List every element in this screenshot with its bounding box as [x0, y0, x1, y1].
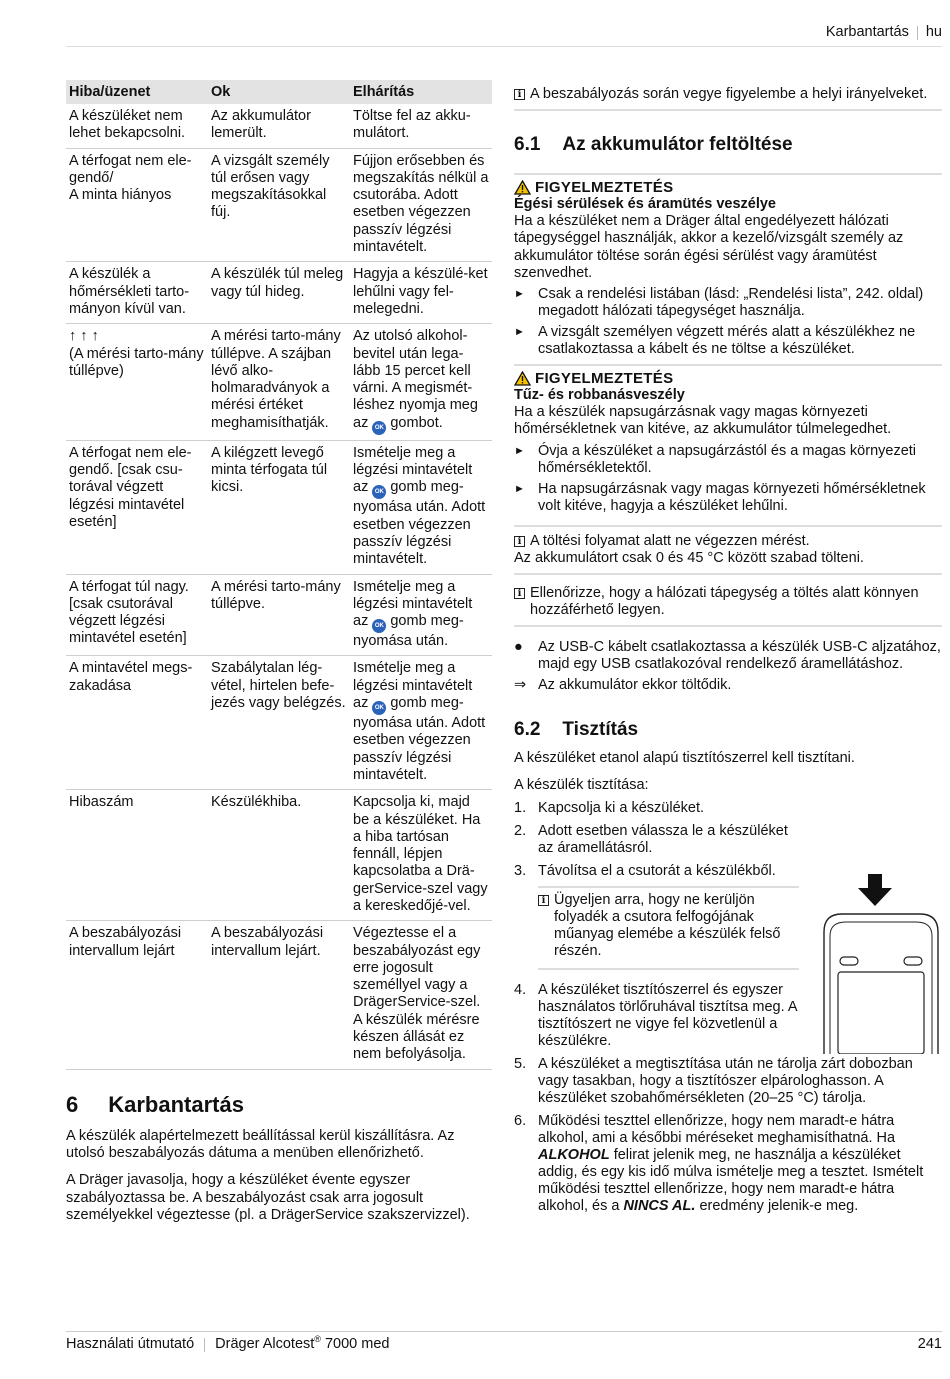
ok-button-icon: OK: [372, 421, 386, 435]
remedy-cell: Végeztesse el a beszabályozást egy erre jogosult személlyel vagy a DrägerService-szel. A készülék mérésre készen állását ez nem befolyásolja.: [350, 921, 492, 1069]
warning-title-text: FIGYELMEZTETÉS: [535, 179, 674, 196]
table-row: [66, 262, 492, 324]
note-charging: [514, 525, 942, 550]
info-icon: i: [514, 536, 525, 547]
page-footer: [66, 1336, 942, 1353]
step-3: 3. Távolítsa el a csutorát a készülékből.: [514, 863, 776, 880]
warning-triangle-icon: [514, 180, 531, 195]
cause-cell: A kilégzett levegő minta térfogata túl kicsi.: [208, 440, 350, 574]
section-6-1-title: Az akkumulátor feltöltése: [562, 134, 793, 155]
step-1: 1. Kapcsolja ki a készüléket.: [514, 800, 705, 817]
section-6-1-number: 6.1: [514, 134, 541, 155]
remedy-cell: Ismételje meg a légzési mintavételt az OK gomb meg-nyomása után. Adott esetben végezzen passzív légzési mintavételt.: [350, 440, 492, 574]
ok-button-icon: OK: [372, 701, 386, 715]
note-power-supply: [514, 585, 942, 619]
col-header-cause: Ok: [208, 80, 350, 104]
step-text: Távolítsa el a csutorát a készülékből.: [538, 863, 776, 880]
remedy-cell: Hagyja a készülé-ket lehűlni vagy fel-melegedni.: [350, 262, 492, 324]
cause-cell: A mérési tarto-mány túllépve.: [208, 574, 350, 656]
table-row: [66, 440, 492, 574]
warning-title: [514, 370, 942, 387]
warning-action-text: A vizsgált személyen végzett mérés alatt a készülékhez ne csatlakoztassa a kábelt és ne töltse a készüléket.: [538, 324, 916, 358]
section-6-2-heading: [514, 718, 942, 742]
remedy-cell: Kapcsolja ki, majd be a készüléket. Ha a hiba tartósan fennáll, lépjen kapcsolatba a Drä-gerService-szel vagy a kereskedőjé-vel.: [350, 790, 492, 921]
device-illustration: [816, 874, 946, 1054]
step-text: A készüléket a megtisztítása után ne tárolja zárt dobozban vagy tasakban, hogy a tisztítószer elpárologhasson. A készüléket szobahőmérsékleten (20–25 °C) tárolja.: [538, 1056, 913, 1107]
cause-cell: A beszabályozási intervallum lejárt.: [208, 921, 350, 1069]
header-section: Karbantartás: [825, 24, 909, 40]
table-row: [66, 656, 492, 790]
step-text: Kapcsolja ki a készüléket.: [538, 800, 705, 817]
section-6-paragraph-2: A Dräger javasolja, hogy a készüléket évente egyszer szabályoztassa be. A beszabályozást csak arra jogosult személyekkel végeztesse (pl. a DrägerService szakszervizzel).: [66, 1172, 470, 1223]
table-row: [66, 104, 492, 148]
remedy-cell: Ismételje meg a légzési mintavételt az OK gomb meg-nyomása után.: [350, 574, 492, 656]
error-table-header: [66, 80, 492, 104]
section-6-heading: [66, 1092, 492, 1118]
step-5: 5. A készüléket a megtisztítása után ne tárolja zárt dobozban vagy tasakban, hogy a tisztítószer elpárologhasson. A készüléket szobahőmérsékleten (20–25 °C) tárolja.: [514, 1056, 942, 1107]
arrow-right-icon: ►: [514, 288, 525, 301]
info-icon: i: [538, 895, 549, 906]
remedy-cell: Fújjon erősebben és megszakítás nélkül a csutorába. Adott esetben végezzen passzív légzési mintavételt.: [350, 148, 492, 262]
cleaning-steps-intro: A készülék tisztítása:: [514, 777, 649, 794]
right-column: [514, 86, 942, 1215]
cause-cell: Szabálytalan lég-vétel, hirtelen befe-jezés vagy belégzés.: [208, 656, 350, 790]
step-2: 2. Adott esetben válassza le a készüléket az áramellátásról.: [514, 823, 799, 857]
warning-action: [514, 324, 942, 358]
footer-rule: [66, 1331, 942, 1332]
note-power-supply-text: Ellenőrizze, hogy a hálózati tápegység a töltés alatt könnyen hozzáférhető legyen.: [530, 584, 919, 618]
table-row: [66, 921, 492, 1069]
warning-action-text: Csak a rendelési listában (lásd: „Rendelési lista”, 242. oldal) megadott hálózati tápegységet használja.: [538, 286, 924, 320]
footer-divider: [204, 1338, 205, 1352]
cause-cell: A készülék túl meleg vagy túl hideg.: [208, 262, 350, 324]
note-adjustment: [514, 86, 942, 111]
step-text: Adott esetben válassza le a készüléket az áramellátásról.: [538, 823, 788, 857]
arrow-right-icon: ►: [514, 444, 525, 457]
page-number: 241: [917, 1336, 942, 1352]
error-cell: A készüléket nem lehet bekapcsolni.: [66, 104, 208, 148]
warning-burns: [514, 173, 942, 358]
error-cell: A készülék a hőmérsékleti tarto-mányon kívül van.: [66, 262, 208, 324]
remedy-cell: Töltse fel az akku-mulátort.: [350, 104, 492, 148]
info-icon: i: [514, 588, 525, 599]
col-header-remedy: Elhárítás: [350, 80, 492, 104]
cause-cell: A vizsgált személy túl erősen vagy megszakításokkal fúj.: [208, 148, 350, 262]
error-cell: A térfogat túl nagy. [csak csutorával végzett légzési mintavétel esetén]: [66, 574, 208, 656]
arrow-right-icon: ►: [514, 326, 525, 339]
section-6-2-title: Tisztítás: [562, 718, 639, 740]
bullet-icon: ●: [514, 638, 523, 655]
warning-subtitle: Égési sérülések és áramütés veszélye: [514, 196, 776, 212]
cleaning-intro: A készüléket etanol alapú tisztítószerrel kell tisztítani.: [514, 749, 855, 766]
section-6-paragraph-1: A készülék alapértelmezett beállítással kerül kiszállításra. Az utolsó beszabályozás dátuma a menüben ellenőrizhető.: [66, 1127, 455, 1161]
error-table: [66, 80, 492, 1070]
warning-text: Ha a készülék napsugárzásnak vagy magas környezeti hőmérsékletnek van kitéve, az akkumulátor túlmelegedhet.: [514, 404, 892, 438]
step-4: 4. A készüléket tisztítószerrel és egyszer használatos törlőruhával tisztítsa meg. A tisztítószert ne vigye fel közvetlenül a készülékre.: [514, 982, 799, 1050]
note-mouthpiece: [538, 886, 799, 970]
warning-action-text: Óvja a készüléket a napsugárzástól és a magas környezeti hőmérsékletektől.: [538, 442, 917, 476]
cause-cell: Készülékhiba.: [208, 790, 350, 921]
section-6-2-number: 6.2: [514, 718, 541, 740]
ok-button-icon: OK: [372, 619, 386, 633]
error-cell: Hibaszám: [66, 790, 208, 921]
header-rule: [66, 46, 942, 47]
footer-product: Dräger Alcotest® 7000 med: [215, 1334, 390, 1352]
step-text: Működési teszttel ellenőrizze, hogy nem maradt-e hátra alkohol, ami a későbbi méréseket meghamisíthatná. Ha ALKOHOL felirat jelenik meg, ne használja a készüléket addig, és egy kis idő múlva ismételje meg a tesztet. Ismételt működési teszttel ellenőrizze, hogy nem maradt-e hátra alkohol, és a NINCS AL. eredmény jelenik-e meg.: [538, 1113, 924, 1215]
error-cell: A beszabályozási intervallum lejárt: [66, 921, 208, 1069]
warning-action: [514, 481, 942, 515]
warning-title: [514, 179, 942, 196]
table-row: [66, 324, 492, 440]
warning-text: Ha a készüléket nem a Dräger által engedélyezett hálózati tápegységgel használják, akkor a kezelő/vizsgált személy az akkumulátor töltése során égési sérülést vagy áramütést szenvedhet.: [514, 213, 904, 281]
arrow-right-icon: ►: [514, 482, 525, 495]
step-6: 6. Működési teszttel ellenőrizze, hogy nem maradt-e hátra alkohol, ami a későbbi méréseket meghamisíthatná. Ha ALKOHOL felirat jelenik meg, ne használja a készüléket addig, és egy kis idő múlva ismételje meg a tesztet. Ismételt működési teszttel ellenőrizze, hogy nem maradt-e hátra alkohol, és a NINCS AL. eredmény jelenik-e meg.: [514, 1113, 942, 1215]
section-6-number: 6: [66, 1091, 79, 1117]
warning-subtitle: Tűz- és robbanásveszély: [514, 387, 685, 404]
remedy-cell: Ismételje meg a légzési mintavételt az OK gomb meg-nyomása után. Adott esetben végezzen passzív légzési mintavételt.: [350, 656, 492, 790]
display-nincs-al: NINCS AL.: [623, 1198, 696, 1215]
instruction-bullet: [514, 639, 942, 673]
display-alkohol: ALKOHOL: [538, 1147, 610, 1164]
warning-fire: [514, 364, 942, 515]
note-charging-line-1: A töltési folyamat alatt ne végezzen mérést.: [530, 532, 810, 549]
table-row: [66, 148, 492, 262]
section-6-1-heading: [514, 133, 942, 157]
note-charging-line-2: Az akkumulátort csak 0 és 45 °C között szabad tölteni.: [514, 550, 942, 575]
error-cell: A térfogat nem ele-gendő. [csak csu-torával végzett légzési mintavétel esetén]: [66, 440, 208, 574]
warning-action-text: Ha napsugárzásnak vagy magas környezeti hőmérsékletnek volt kitéve, hagyja a készüléket lehűlni.: [538, 480, 926, 514]
header-divider: [917, 26, 918, 40]
cleaning-steps: [514, 800, 799, 1050]
info-icon: i: [514, 89, 525, 100]
note-mouthpiece-text: Ügyeljen arra, hogy ne kerüljön folyadék a csutora felfogójának műanyag elemébe a készülék felső részén.: [554, 892, 781, 960]
note-adjustment-text: A beszabályozás során vegye figyelembe a helyi irányelveket.: [530, 86, 928, 102]
instruction-text: Az USB-C kábelt csatlakoztassa a készülék USB-C aljzatához, majd egy USB csatlakozóval rendelkező áramellátáshoz.: [538, 638, 941, 672]
cause-cell: Az akkumulátor lemerült.: [208, 104, 350, 148]
cause-cell: A mérési tarto-mány túllépve. A szájban lévő alko-holmaradványok a mérési értéket meghamisíthatják.: [208, 324, 350, 440]
error-cell: A térfogat nem ele-gendő/ A minta hiányos: [66, 148, 208, 262]
error-cell: A mintavétel megs-zakadása: [66, 656, 208, 790]
instruction-result: [514, 677, 942, 694]
table-row: [66, 574, 492, 656]
result-text: Az akkumulátor ekkor töltődik.: [538, 676, 732, 693]
ok-button-icon: OK: [372, 485, 386, 499]
warning-triangle-icon: [514, 371, 531, 386]
warning-action: [514, 443, 942, 477]
step-text: A készüléket tisztítószerrel és egyszer használatos törlőruhával tisztítsa meg. A tisztítószert ne vigye fel közvetlenül a készülékre.: [538, 982, 797, 1050]
error-cell: ↑ ↑ ↑ (A mérési tarto-mány túllépve): [66, 324, 208, 440]
section-6-title: Karbantartás: [108, 1091, 244, 1117]
footer-doc-type: Használati útmutató: [66, 1336, 195, 1352]
table-row: [66, 790, 492, 921]
col-header-error: Hiba/üzenet: [66, 80, 208, 104]
remedy-cell: Az utolsó alkohol-bevitel után lega-lább 15 percet kell várni. A megismét-léshez nyomja meg az OK gombot.: [350, 324, 492, 440]
divider: [514, 625, 942, 627]
warning-title-text: FIGYELMEZTETÉS: [535, 370, 674, 388]
header-lang: hu: [925, 24, 942, 40]
result-arrow-icon: ⇒: [514, 676, 527, 693]
page-header: [826, 24, 942, 41]
warning-action: [514, 286, 942, 320]
left-column: [66, 80, 492, 1224]
